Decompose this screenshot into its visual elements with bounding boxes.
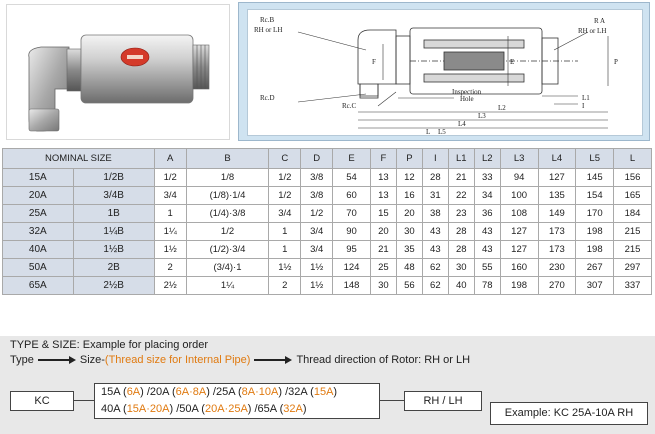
header-l3: L3 xyxy=(500,149,538,169)
table-row xyxy=(3,205,652,223)
table-cell: 184 xyxy=(614,205,652,223)
thread-internal-label: (Thread size for Internal Pipe) xyxy=(104,354,251,366)
table-cell: 2½ xyxy=(154,277,186,295)
table-cell: 13 xyxy=(370,169,396,187)
table-cell: 307 xyxy=(576,277,614,295)
size-a-cell: 32A xyxy=(3,223,74,241)
header-l5: L5 xyxy=(576,149,614,169)
table-cell: 43 xyxy=(474,223,500,241)
table-cell: 1½ xyxy=(269,259,301,277)
table-cell: 62 xyxy=(422,277,448,295)
type-kc-box: KC xyxy=(10,391,74,411)
size-option-text: ) xyxy=(333,386,338,398)
header-f: F xyxy=(370,149,396,169)
table-cell: 337 xyxy=(614,277,652,295)
table-cell: 55 xyxy=(474,259,500,277)
table-cell: 1½ xyxy=(301,259,333,277)
size-a-cell: 50A xyxy=(3,259,74,277)
table-cell: 230 xyxy=(538,259,576,277)
table-cell: 30 xyxy=(396,223,422,241)
sizes-line-1 xyxy=(101,384,373,401)
table-header-row xyxy=(3,149,652,169)
table-cell: 1 xyxy=(269,223,301,241)
header-d: D xyxy=(301,149,333,169)
size-b-cell: 1/2B xyxy=(73,169,154,187)
size-option-text: ) /65A ( xyxy=(247,403,284,415)
table-cell: 2 xyxy=(154,259,186,277)
table-cell: 1½ xyxy=(154,241,186,259)
rotor-direction-label: Thread direction of Rotor: RH or LH xyxy=(296,354,471,366)
table-cell: 173 xyxy=(538,223,576,241)
table-cell: 1¼ xyxy=(154,223,186,241)
table-cell: (1/2)·3/4 xyxy=(186,241,269,259)
table-cell: 127 xyxy=(500,223,538,241)
rh-lh-box: RH / LH xyxy=(404,391,482,411)
size-option-text: ) /20A ( xyxy=(140,386,176,398)
table-row xyxy=(3,169,652,187)
header-p: P xyxy=(396,149,422,169)
table-cell: 1½ xyxy=(301,277,333,295)
header-l2: L2 xyxy=(474,149,500,169)
table-cell: 198 xyxy=(576,223,614,241)
table-cell: 62 xyxy=(422,259,448,277)
size-option-text: ) /50A ( xyxy=(169,403,205,415)
sizes-line-2 xyxy=(101,401,373,418)
header-nominal-size: NOMINAL SIZE xyxy=(3,149,155,169)
order-title: TYPE & SIZE: Example for placing order xyxy=(10,339,209,351)
table-cell: 54 xyxy=(333,169,371,187)
table-cell: 60 xyxy=(333,187,371,205)
label-l3: L3 xyxy=(478,112,486,120)
table-cell: 3/8 xyxy=(301,169,333,187)
table-cell: (1/8)·1/4 xyxy=(186,187,269,205)
table-cell: 3/4 xyxy=(154,187,186,205)
table-cell: (1/4)·3/8 xyxy=(186,205,269,223)
table-cell: 23 xyxy=(448,205,474,223)
header-i: I xyxy=(422,149,448,169)
table-cell: 33 xyxy=(474,169,500,187)
table-cell: 215 xyxy=(614,241,652,259)
table-cell: 124 xyxy=(333,259,371,277)
table-cell: 25 xyxy=(370,259,396,277)
table-cell: 1 xyxy=(154,205,186,223)
header-c: C xyxy=(269,149,301,169)
label-rh-lh-left: RH or LH xyxy=(254,26,283,34)
label-hole: Hole xyxy=(460,95,474,103)
sizes-box xyxy=(94,383,380,419)
size-a-cell: 20A xyxy=(3,187,74,205)
size-option-text: 15A ( xyxy=(101,386,127,398)
table-cell: 1¼ xyxy=(186,277,269,295)
table-cell: 13 xyxy=(370,187,396,205)
label-ra: R A xyxy=(594,17,606,25)
table-cell: 43 xyxy=(422,223,448,241)
label-rc-d: Rc.D xyxy=(260,94,275,102)
table-row xyxy=(3,259,652,277)
size-b-cell: 1¼B xyxy=(73,223,154,241)
size-a-cell: 65A xyxy=(3,277,74,295)
table-cell: 1/2 xyxy=(186,223,269,241)
dimension-drawing xyxy=(247,9,643,136)
header-l4: L4 xyxy=(538,149,576,169)
header-e: E xyxy=(333,149,371,169)
size-b-cell: 1½B xyxy=(73,241,154,259)
table-cell: 34 xyxy=(474,187,500,205)
label-rc-b: Rc.B xyxy=(260,16,275,24)
header-b: B xyxy=(186,149,269,169)
header-l1: L1 xyxy=(448,149,474,169)
table-cell: 3/4 xyxy=(301,223,333,241)
arrow-icon xyxy=(38,356,76,364)
example-box: Example: KC 25A-10A RH xyxy=(490,402,648,425)
internal-size-option: 32A xyxy=(283,403,303,415)
size-a-cell: 15A xyxy=(3,169,74,187)
table-cell: 15 xyxy=(370,205,396,223)
table-cell: 3/4 xyxy=(301,241,333,259)
size-b-cell: 2B xyxy=(73,259,154,277)
internal-size-option: 6A·8A xyxy=(175,386,207,398)
product-photo xyxy=(6,4,230,140)
table-cell: 270 xyxy=(538,277,576,295)
table-cell: 173 xyxy=(538,241,576,259)
table-row xyxy=(3,277,652,295)
label-inspection: Inspection xyxy=(452,88,482,96)
label-l: L xyxy=(426,128,431,135)
table-cell: 127 xyxy=(538,169,576,187)
specification-table xyxy=(2,148,652,295)
table-cell: 56 xyxy=(396,277,422,295)
table-cell: 1/2 xyxy=(269,187,301,205)
table-cell: 3/8 xyxy=(301,187,333,205)
table-cell: 1 xyxy=(269,241,301,259)
table-cell: 135 xyxy=(538,187,576,205)
label-rc-c: Rc.C xyxy=(342,102,357,110)
table-cell: 35 xyxy=(396,241,422,259)
table-cell: 90 xyxy=(333,223,371,241)
size-b-cell: 3/4B xyxy=(73,187,154,205)
label-l1: L1 xyxy=(582,94,590,102)
table-cell: 70 xyxy=(333,205,371,223)
table-cell: 160 xyxy=(500,259,538,277)
size-option-text: 40A ( xyxy=(101,403,127,415)
table-cell: 94 xyxy=(500,169,538,187)
table-cell: 3/4 xyxy=(269,205,301,223)
table-cell: 145 xyxy=(576,169,614,187)
table-cell: 38 xyxy=(422,205,448,223)
table-cell: 30 xyxy=(448,259,474,277)
table-cell: 149 xyxy=(538,205,576,223)
size-label: Size- xyxy=(79,354,105,366)
table-cell: 1/2 xyxy=(154,169,186,187)
table-cell: 170 xyxy=(576,205,614,223)
size-a-cell: 40A xyxy=(3,241,74,259)
table-cell: 267 xyxy=(576,259,614,277)
table-cell: 95 xyxy=(333,241,371,259)
header-a: A xyxy=(154,149,186,169)
table-row xyxy=(3,187,652,205)
table-cell: 100 xyxy=(500,187,538,205)
label-l5: L5 xyxy=(438,128,446,135)
table-cell: 148 xyxy=(333,277,371,295)
connector-line xyxy=(72,400,94,401)
table-cell: 43 xyxy=(474,241,500,259)
label-l2: L2 xyxy=(498,104,506,112)
header-l: L xyxy=(614,149,652,169)
label-rh-lh-right: RH or LH xyxy=(578,27,607,35)
table-cell: 28 xyxy=(448,223,474,241)
table-cell: 12 xyxy=(396,169,422,187)
table-cell: 43 xyxy=(422,241,448,259)
size-a-cell: 25A xyxy=(3,205,74,223)
size-b-cell: 2½B xyxy=(73,277,154,295)
label-i: I xyxy=(582,102,585,110)
table-cell: 30 xyxy=(370,277,396,295)
table-cell: 1/2 xyxy=(269,169,301,187)
label-e: E xyxy=(510,58,515,66)
size-b-cell: 1B xyxy=(73,205,154,223)
table-cell: 36 xyxy=(474,205,500,223)
table-cell: 1/2 xyxy=(301,205,333,223)
table-cell: 28 xyxy=(448,241,474,259)
table-cell: 28 xyxy=(422,169,448,187)
internal-size-option: 20A·25A xyxy=(204,403,248,415)
table-cell: 198 xyxy=(500,277,538,295)
arrow-icon xyxy=(254,356,292,364)
order-flow xyxy=(10,354,470,366)
table-cell: 215 xyxy=(614,223,652,241)
table-cell: 198 xyxy=(576,241,614,259)
table-cell: 108 xyxy=(500,205,538,223)
table-cell: 21 xyxy=(448,169,474,187)
internal-size-option: 6A xyxy=(126,386,141,398)
size-option-text: ) /32A ( xyxy=(278,386,314,398)
table-cell: 78 xyxy=(474,277,500,295)
size-option-text: ) /25A ( xyxy=(206,386,242,398)
table-cell: (3/4)·1 xyxy=(186,259,269,277)
internal-size-option: 8A·10A xyxy=(241,386,279,398)
table-cell: 2 xyxy=(269,277,301,295)
table-row xyxy=(3,241,652,259)
table-cell: 20 xyxy=(370,223,396,241)
table-cell: 127 xyxy=(500,241,538,259)
table-cell: 31 xyxy=(422,187,448,205)
label-p: P xyxy=(614,58,618,66)
connector-line xyxy=(380,400,404,401)
table-row xyxy=(3,223,652,241)
table-cell: 154 xyxy=(576,187,614,205)
table-cell: 48 xyxy=(396,259,422,277)
size-option-text: ) xyxy=(302,403,307,415)
table-cell: 156 xyxy=(614,169,652,187)
label-l4: L4 xyxy=(458,120,466,128)
type-label: Type xyxy=(10,354,34,366)
table-cell: 20 xyxy=(396,205,422,223)
table-cell: 297 xyxy=(614,259,652,277)
table-cell: 1/8 xyxy=(186,169,269,187)
table-cell: 22 xyxy=(448,187,474,205)
label-f: F xyxy=(372,58,376,66)
internal-size-option: 15A·20A xyxy=(126,403,170,415)
table-cell: 21 xyxy=(370,241,396,259)
table-cell: 16 xyxy=(396,187,422,205)
internal-size-option: 15A xyxy=(313,386,334,398)
rotary-joint-photo xyxy=(7,5,229,139)
dimension-drawing-panel xyxy=(238,2,650,141)
table-cell: 165 xyxy=(614,187,652,205)
table-cell: 40 xyxy=(448,277,474,295)
